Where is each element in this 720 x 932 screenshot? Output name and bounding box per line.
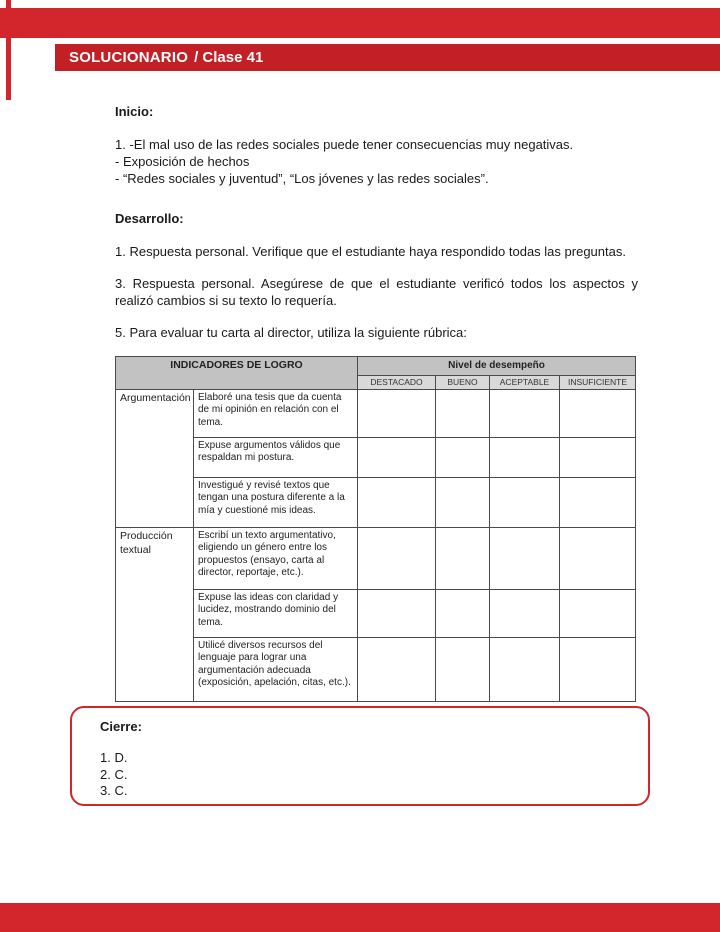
- rubric-score-cell: [490, 477, 560, 527]
- rubric-indicator-cell: Expuse las ideas con claridad y lucidez, mostrando dominio del tema.: [194, 589, 358, 637]
- rubric-score-cell: [560, 389, 636, 437]
- rubric-score-cell: [490, 637, 560, 701]
- document-content: [115, 103, 638, 702]
- page-title: SOLUCIONARIO: [69, 49, 189, 66]
- rubric-score-cell: [358, 389, 436, 437]
- rubric-score-cell: [490, 437, 560, 477]
- rubric-score-cell: [436, 637, 490, 701]
- rubric-level-header: INSUFICIENTE: [560, 375, 636, 389]
- rubric-score-cell: [560, 589, 636, 637]
- page-subtitle: / Clase 41: [194, 49, 264, 66]
- rubric-indicator-cell: Utilicé diversos recursos del lenguaje para lograr una argumentación adecuada (exposición, apelación, citas, etc.).: [194, 637, 358, 701]
- rubric-score-cell: [560, 437, 636, 477]
- rubric-indicator-cell: Elaboré una tesis que da cuenta de mi opinión en relación con el tema.: [194, 389, 358, 437]
- rubric-score-cell: [358, 527, 436, 589]
- cierre-box: [70, 706, 650, 806]
- rubric-score-cell: [358, 477, 436, 527]
- rubric-row: [116, 437, 636, 477]
- rubric-score-cell: [436, 477, 490, 527]
- rubric-score-cell: [490, 389, 560, 437]
- rubric-level-header: DESTACADO: [358, 375, 436, 389]
- page-header-band: [55, 44, 720, 71]
- rubric-score-cell: [358, 589, 436, 637]
- rubric-header-indicators: INDICADORES DE LOGRO: [116, 357, 358, 389]
- rubric-header-levels: Nivel de desempeño: [358, 357, 636, 375]
- cierre-heading: Cierre:: [100, 719, 142, 734]
- rubric-category-cell: Argumentación: [116, 389, 194, 527]
- rubric-score-cell: [436, 589, 490, 637]
- rubric-row: [116, 389, 636, 437]
- inicio-line: - Exposición de hechos: [115, 154, 250, 170]
- rubric-body: [116, 389, 636, 701]
- rubric-table: [115, 356, 636, 701]
- desarrollo-paragraph: 5. Para evaluar tu carta al director, utiliza la siguiente rúbrica:: [115, 325, 467, 341]
- desarrollo-paragraph: 3. Respuesta personal. Asegúrese de que el estudiante verificó todos los aspectos y realizó cambios si su texto lo requería.: [115, 275, 638, 309]
- rubric-indicator-cell: Expuse argumentos válidos que respaldan mi postura.: [194, 437, 358, 477]
- rubric-row: [116, 527, 636, 589]
- inicio-heading: Inicio:: [115, 104, 154, 119]
- rubric-category-cell: Producción textual: [116, 527, 194, 701]
- rubric-level-header: BUENO: [436, 375, 490, 389]
- top-red-bar: [0, 8, 720, 38]
- rubric-score-cell: [436, 437, 490, 477]
- rubric-score-cell: [560, 527, 636, 589]
- inicio-line: 1. -El mal uso de las redes sociales puede tener consecuencias muy negativas.: [115, 137, 574, 153]
- rubric-score-cell: [358, 637, 436, 701]
- rubric-score-cell: [560, 477, 636, 527]
- rubric-row: [116, 637, 636, 701]
- rubric-indicator-cell: Investigué y revisé textos que tengan una postura diferente a la mía y cuestioné mis ideas.: [194, 477, 358, 527]
- cierre-answer: 2. C.: [100, 766, 128, 782]
- rubric-score-cell: [490, 527, 560, 589]
- desarrollo-paragraph: 1. Respuesta personal. Verifique que el estudiante haya respondido todas las preguntas.: [115, 243, 626, 259]
- rubric-score-cell: [490, 589, 560, 637]
- rubric-indicator-cell: Escribí un texto argumentativo, eligiendo un género entre los propuestos (ensayo, carta al director, reportaje, etc.).: [194, 527, 358, 589]
- rubric-row: [116, 589, 636, 637]
- rubric-score-cell: [436, 527, 490, 589]
- rubric-score-cell: [560, 637, 636, 701]
- cierre-answer: 1. D.: [100, 750, 128, 765]
- inicio-line: - “Redes sociales y juventud”, “Los jóvenes y las redes sociales”.: [115, 171, 489, 187]
- desarrollo-heading: Desarrollo:: [115, 210, 184, 226]
- bottom-red-bar: [0, 903, 720, 932]
- rubric-row: [116, 477, 636, 527]
- rubric-score-cell: [358, 437, 436, 477]
- cierre-answer: 3. C.: [100, 783, 128, 799]
- rubric-score-cell: [436, 389, 490, 437]
- rubric-level-header: ACEPTABLE: [490, 375, 560, 389]
